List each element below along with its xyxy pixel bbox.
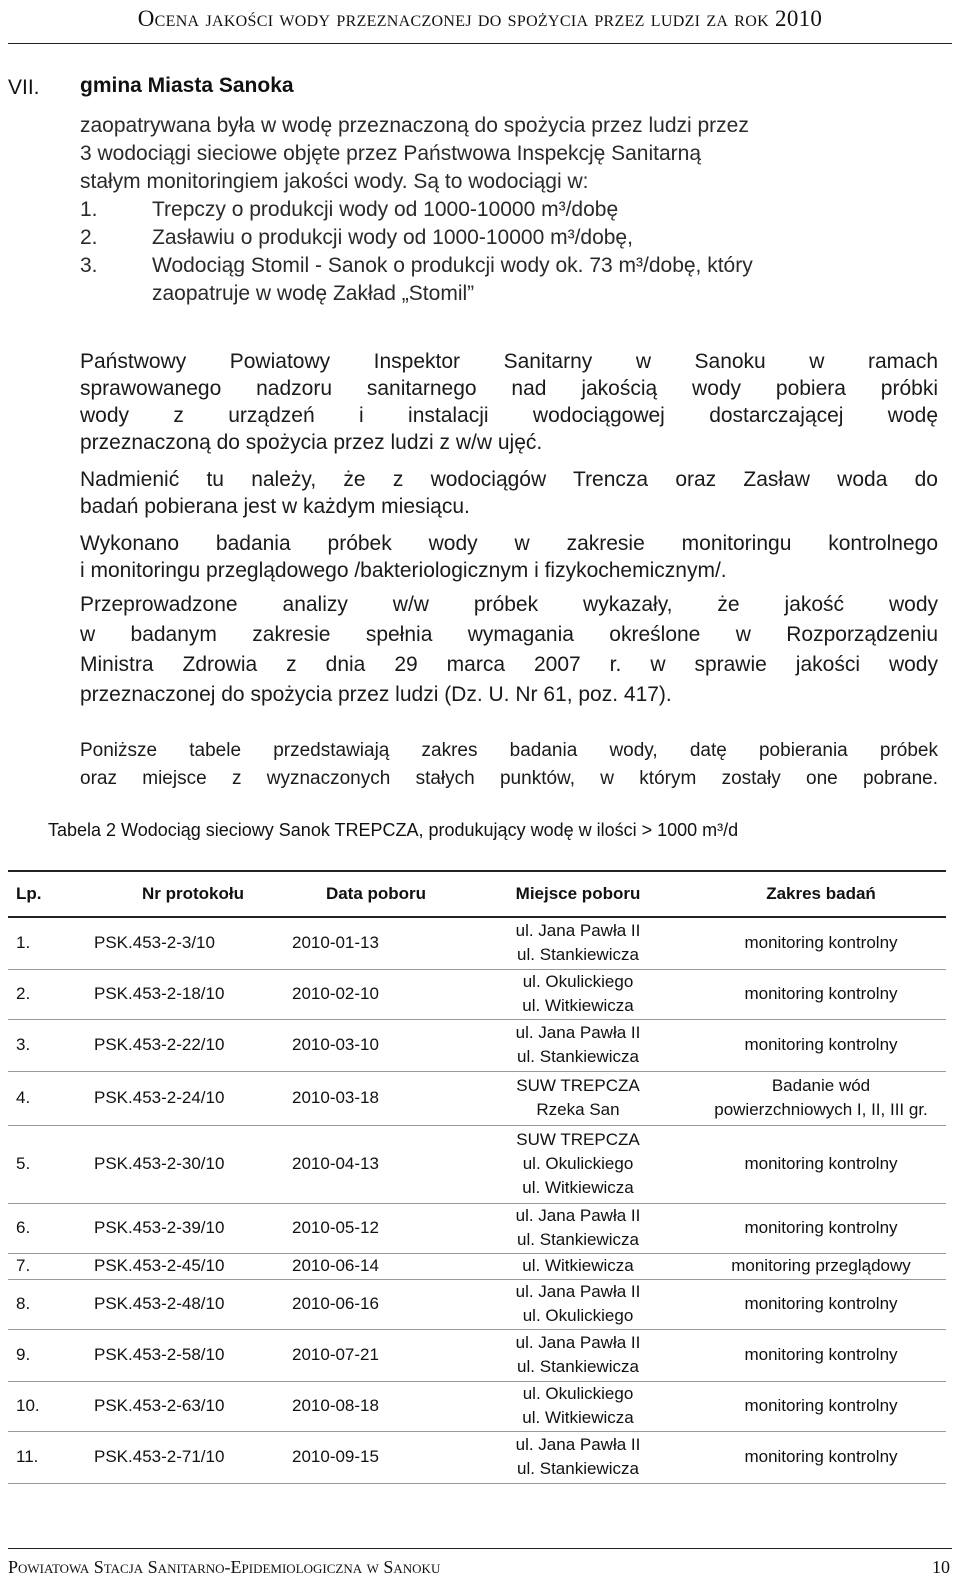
cell-scope-line: monitoring kontrolny	[744, 1345, 898, 1364]
cell-date: 2010-07-21	[292, 1329, 460, 1381]
header-lp: Lp.	[8, 871, 94, 917]
header-protocol: Nr protokołu	[94, 871, 292, 917]
table-row	[8, 1381, 946, 1431]
cell-place-line: ul. Witkiewicza	[522, 996, 634, 1015]
cell-place-line: ul. Okulickiego	[522, 1154, 634, 1173]
cell-place-line: ul. Jana Pawła II	[515, 921, 641, 941]
cell-scope	[696, 1279, 946, 1329]
list-item	[80, 224, 753, 252]
cell-scope-line: monitoring kontrolny	[744, 1035, 898, 1054]
paragraph-line: Ministra Zdrowia z dnia 29 marca 2007 r. w sprawie jakości wody	[80, 653, 938, 676]
cell-protocol: PSK.453-2-71/10	[94, 1431, 292, 1483]
intro-line: 3 wodociągi sieciowe objęte przez Państwowa Inspekcję Sanitarną	[80, 142, 702, 165]
cell-scope	[696, 1381, 946, 1431]
cell-place	[460, 1125, 696, 1203]
cell-lp: 6.	[8, 1203, 94, 1253]
header-scope: Zakres badań	[696, 871, 946, 917]
cell-date: 2010-06-16	[292, 1279, 460, 1329]
cell-place	[460, 1279, 696, 1329]
page-header	[8, 2, 952, 44]
cell-place	[460, 1071, 696, 1125]
cell-place-line: ul. Stankiewicza	[517, 1357, 639, 1376]
list-number: 2.	[80, 226, 98, 249]
cell-place-line: ul. Jana Pawła II	[515, 1023, 641, 1042]
cell-place	[460, 1381, 696, 1431]
cell-scope-line: powierzchniowych I, II, III gr.	[714, 1100, 928, 1119]
cell-place-line: ul. Okulickiego	[522, 1306, 634, 1325]
cell-place-line: ul. Witkiewicza	[522, 1256, 634, 1275]
paragraph-line: i monitoringu przeglądowego /bakteriologicznym i fizykochemicznym/.	[80, 559, 727, 582]
cell-scope	[696, 1125, 946, 1203]
paragraph-tests	[80, 530, 938, 584]
list-number: 3.	[80, 254, 98, 277]
cell-lp: 8.	[8, 1279, 94, 1329]
table-row	[8, 1019, 946, 1071]
cell-date: 2010-05-12	[292, 1203, 460, 1253]
cell-place-line: ul. Jana Pawła II	[515, 1435, 641, 1454]
list-text: Zasławiu o produkcji wody od 1000-10000 m³/dobę,	[152, 226, 633, 249]
cell-place-line: ul. Stankiewicza	[517, 1047, 639, 1066]
cell-lp: 10.	[8, 1381, 94, 1431]
paragraph-line: wody z urządzeń i instalacji wodociągowej dostarczającej wodę	[80, 404, 938, 427]
paragraph-line: Państwowy Powiatowy Inspektor Sanitarny w Sanoku w ramach	[80, 350, 938, 373]
cell-scope-line: monitoring kontrolny	[744, 1218, 898, 1237]
footer-institution: Powiatowa Stacja Sanitarno-Epidemiologiczna w Sanoku	[8, 1557, 441, 1577]
paragraph-line: przeznaczonej do spożycia przez ludzi (Dz. U. Nr 61, poz. 417).	[80, 683, 672, 706]
table-body	[8, 917, 946, 1483]
cell-place-line: SUW TREPCZA	[516, 1130, 640, 1149]
cell-scope	[696, 1253, 946, 1279]
table-row	[8, 1329, 946, 1381]
paragraph-line: przeznaczoną do spożycia przez ludzi z w/w ujęć.	[80, 431, 543, 454]
cell-protocol: PSK.453-2-48/10	[94, 1279, 292, 1329]
table-row	[8, 1279, 946, 1329]
cell-protocol: PSK.453-2-39/10	[94, 1203, 292, 1253]
cell-place-line: ul. Jana Pawła II	[515, 1282, 641, 1301]
cell-place-line: ul. Okulickiego	[522, 1384, 634, 1403]
cell-protocol: PSK.453-2-24/10	[94, 1071, 292, 1125]
cell-place-line: ul. Jana Pawła II	[515, 1333, 641, 1352]
table-row	[8, 1125, 946, 1203]
paragraph-results	[80, 590, 938, 710]
cell-date: 2010-03-10	[292, 1019, 460, 1071]
cell-place	[460, 1253, 696, 1279]
cell-place-line: ul. Okulickiego	[522, 972, 634, 991]
cell-lp: 11.	[8, 1431, 94, 1483]
cell-place-line: ul. Witkiewicza	[522, 1408, 634, 1427]
cell-scope-line: monitoring przeglądowy	[731, 1256, 911, 1275]
cell-scope-line: monitoring kontrolny	[744, 1154, 898, 1173]
cell-place	[460, 1329, 696, 1381]
list-item	[80, 252, 753, 280]
paragraph-line: Poniższe tabele przedstawiają zakres badania wody, datę pobierania próbek	[80, 740, 938, 761]
cell-place-line: ul. Jana Pawła II	[515, 1206, 641, 1225]
table-row	[8, 1431, 946, 1483]
section-number: VII.	[8, 76, 40, 99]
cell-protocol: PSK.453-2-30/10	[94, 1125, 292, 1203]
cell-place-line: ul. Stankiewicza	[517, 1459, 639, 1478]
table-row	[8, 1071, 946, 1125]
header-place: Miejsce poboru	[460, 871, 696, 917]
cell-protocol: PSK.453-2-63/10	[94, 1381, 292, 1431]
cell-lp: 4.	[8, 1071, 94, 1125]
cell-lp: 1.	[8, 917, 94, 969]
cell-scope-line: monitoring kontrolny	[744, 933, 898, 953]
cell-place-line: ul. Stankiewicza	[517, 945, 639, 965]
cell-protocol: PSK.453-2-22/10	[94, 1019, 292, 1071]
section-title: gmina Miasta Sanoka	[80, 74, 294, 97]
cell-lp: 5.	[8, 1125, 94, 1203]
paragraph-tables-intro	[80, 737, 938, 793]
paragraph-line: Przeprowadzone analizy w/w próbek wykazały, że jakość wody	[80, 593, 938, 616]
cell-lp: 7.	[8, 1253, 94, 1279]
cell-place-line: ul. Stankiewicza	[517, 1230, 639, 1249]
paragraph-line: badań pobierana jest w każdym miesiącu.	[80, 495, 470, 518]
cell-protocol: PSK.453-2-45/10	[94, 1253, 292, 1279]
cell-scope-line: monitoring kontrolny	[744, 1447, 898, 1466]
cell-date: 2010-03-18	[292, 1071, 460, 1125]
intro-line: stałym monitoringiem jakości wody. Są to wodociągi w:	[80, 170, 589, 193]
table-header-row	[8, 871, 946, 917]
cell-date: 2010-04-13	[292, 1125, 460, 1203]
paragraph-line: w badanym zakresie spełnia wymagania określone w Rozporządzeniu	[80, 623, 938, 646]
cell-scope-line: monitoring kontrolny	[744, 1294, 898, 1313]
cell-place	[460, 1203, 696, 1253]
table-caption: Tabela 2 Wodociąg sieciowy Sanok TREPCZA, produkujący wodę w ilości > 1000 m³/d	[48, 820, 739, 840]
paragraph-line: sprawowanego nadzoru sanitarnego nad jakością wody pobiera próbki	[80, 377, 938, 400]
page-number: 10	[932, 1557, 950, 1577]
cell-date: 2010-08-18	[292, 1381, 460, 1431]
paragraph-line: oraz miejsce z wyznaczonych stałych punktów, w którym zostały one pobrane.	[80, 768, 938, 789]
header-date: Data poboru	[292, 871, 460, 917]
list-text: Trepczy o produkcji wody od 1000-10000 m³/dobę	[152, 198, 619, 221]
cell-date: 2010-09-15	[292, 1431, 460, 1483]
list-number: 1.	[80, 198, 98, 221]
cell-scope	[696, 969, 946, 1019]
paragraph-monthly	[80, 466, 938, 520]
cell-scope	[696, 917, 946, 969]
cell-scope	[696, 1019, 946, 1071]
cell-lp: 3.	[8, 1019, 94, 1071]
cell-place	[460, 917, 696, 969]
list-item	[80, 196, 753, 224]
table-row	[8, 917, 946, 969]
paragraph-line: Wykonano badania próbek wody w zakresie monitoringu kontrolnego	[80, 532, 938, 555]
cell-lp: 2.	[8, 969, 94, 1019]
cell-place	[460, 1431, 696, 1483]
cell-scope-line: monitoring kontrolny	[744, 984, 898, 1003]
cell-scope	[696, 1431, 946, 1483]
cell-scope-line: Badanie wód	[771, 1076, 871, 1095]
table-row	[8, 1253, 946, 1279]
cell-place-line: SUW TREPCZA	[516, 1076, 640, 1095]
cell-place	[460, 969, 696, 1019]
page-footer	[8, 1548, 952, 1584]
list-text: Wodociąg Stomil - Sanok o produkcji wody ok. 73 m³/dobę, który	[152, 254, 753, 277]
table-row	[8, 1203, 946, 1253]
header-title: Ocena jakości wody przeznaczonej do spożycia przez ludzi za rok 2010	[137, 6, 823, 31]
cell-protocol: PSK.453-2-18/10	[94, 969, 292, 1019]
list-text: zaopatruje w wodę Zakład „Stomil”	[152, 282, 475, 305]
cell-place	[460, 1019, 696, 1071]
paragraph-inspection	[80, 348, 938, 456]
cell-date: 2010-02-10	[292, 969, 460, 1019]
list-item	[80, 280, 753, 308]
cell-protocol: PSK.453-2-58/10	[94, 1329, 292, 1381]
intro-text	[80, 112, 938, 196]
intro-line: zaopatrywana była w wodę przeznaczoną do spożycia przez ludzi przez	[80, 114, 749, 137]
cell-lp: 9.	[8, 1329, 94, 1381]
cell-place-line: ul. Witkiewicza	[522, 1178, 634, 1197]
cell-protocol: PSK.453-2-3/10	[94, 917, 292, 969]
cell-scope	[696, 1071, 946, 1125]
cell-scope	[696, 1203, 946, 1253]
cell-scope-line: monitoring kontrolny	[744, 1396, 898, 1415]
cell-scope	[696, 1329, 946, 1381]
cell-date: 2010-06-14	[292, 1253, 460, 1279]
cell-date: 2010-01-13	[292, 917, 460, 969]
cell-place-line: Rzeka San	[536, 1100, 620, 1119]
waterworks-list	[80, 196, 753, 308]
paragraph-line: Nadmienić tu należy, że z wodociągów Trencza oraz Zasław woda do	[80, 468, 938, 491]
table-row	[8, 969, 946, 1019]
samples-table	[8, 870, 946, 1484]
